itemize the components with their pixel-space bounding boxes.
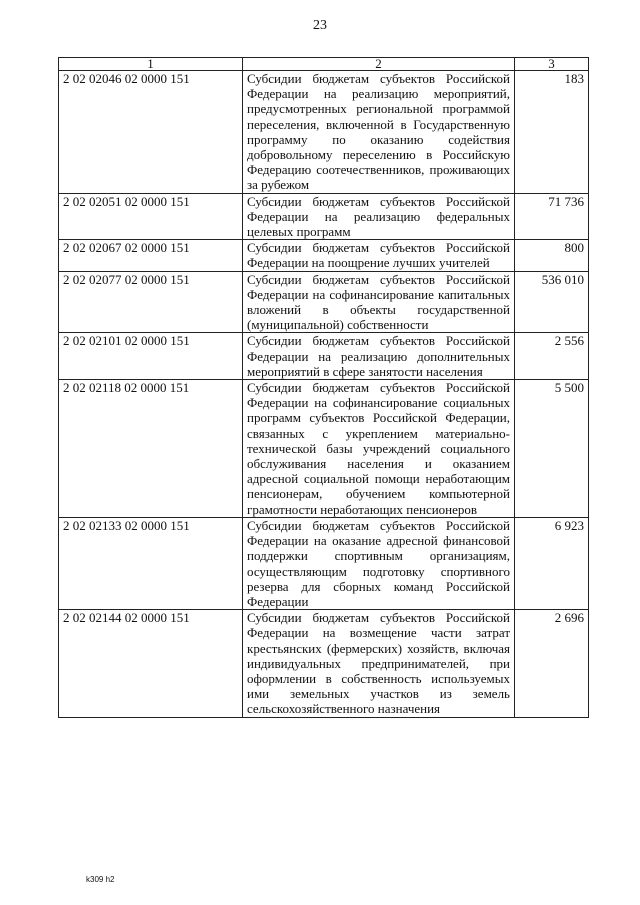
revenue-amount: 2 696 xyxy=(515,610,589,717)
table-row xyxy=(59,271,589,333)
column-header-3: 3 xyxy=(515,58,589,71)
revenue-description: Субсидии бюджетам субъектов Российской Федерации на оказание адресной финансовой поддержки спортивным организациям, осуществляющим подготовку спортивного резерва для сборных команд Российской Федерации xyxy=(243,517,515,609)
revenue-description: Субсидии бюджетам субъектов Российской Федерации на поощрение лучших учителей xyxy=(243,240,515,271)
revenue-amount: 6 923 xyxy=(515,517,589,609)
revenue-description: Субсидии бюджетам субъектов Российской Федерации на реализацию федеральных целевых программ xyxy=(243,193,515,240)
revenue-amount: 5 500 xyxy=(515,380,589,518)
budget-table xyxy=(58,57,589,718)
revenue-code: 2 02 02101 02 0000 151 xyxy=(59,333,243,380)
revenue-code: 2 02 02067 02 0000 151 xyxy=(59,240,243,271)
revenue-description: Субсидии бюджетам субъектов Российской Федерации на возмещение части затрат крестьянских (фермерских) хозяйств, включая индивидуальных предпринимателей, при оформлении в собственность используемых ими земельных участков из земель сельскохозяйственного назначения xyxy=(243,610,515,717)
revenue-amount: 536 010 xyxy=(515,271,589,333)
table-row xyxy=(59,333,589,380)
table-row xyxy=(59,240,589,271)
revenue-code: 2 02 02077 02 0000 151 xyxy=(59,271,243,333)
revenue-code: 2 02 02046 02 0000 151 xyxy=(59,71,243,194)
table-row xyxy=(59,380,589,518)
revenue-amount: 2 556 xyxy=(515,333,589,380)
column-header-1: 1 xyxy=(59,58,243,71)
revenue-amount: 800 xyxy=(515,240,589,271)
revenue-code: 2 02 02144 02 0000 151 xyxy=(59,610,243,717)
table-header-row xyxy=(59,58,589,71)
revenue-code: 2 02 02118 02 0000 151 xyxy=(59,380,243,518)
revenue-code: 2 02 02051 02 0000 151 xyxy=(59,193,243,240)
revenue-amount: 183 xyxy=(515,71,589,194)
revenue-amount: 71 736 xyxy=(515,193,589,240)
column-header-2: 2 xyxy=(243,58,515,71)
revenue-description: Субсидии бюджетам субъектов Российской Федерации на реализацию дополнительных мероприятий в сфере занятости населения xyxy=(243,333,515,380)
table-row xyxy=(59,610,589,717)
revenue-description: Субсидии бюджетам субъектов Российской Федерации на софинансирование капитальных вложений в объекты государственной (муниципальной) собственности xyxy=(243,271,515,333)
table-row xyxy=(59,193,589,240)
table-row xyxy=(59,71,589,194)
revenue-code: 2 02 02133 02 0000 151 xyxy=(59,517,243,609)
table-row xyxy=(59,517,589,609)
document-footer-code: k309 h2 xyxy=(86,875,115,884)
revenue-description: Субсидии бюджетам субъектов Российской Федерации на софинансирование социальных программ субъектов Российской Федерации, связанных с укреплением материально-технической базы учреждений социального обслуживания населения и оказанием адресной социальной помощи неработающим пенсионерам, обучением компьютерной грамотности неработающих пенсионеров xyxy=(243,380,515,518)
page-number: 23 xyxy=(313,18,327,33)
revenue-description: Субсидии бюджетам субъектов Российской Федерации на реализацию мероприятий, предусмотренных региональной программой переселения, включенной в Государственную программу по оказанию содействия добровольному переселению в Российскую Федерацию соотечественников, проживающих за рубежом xyxy=(243,71,515,194)
